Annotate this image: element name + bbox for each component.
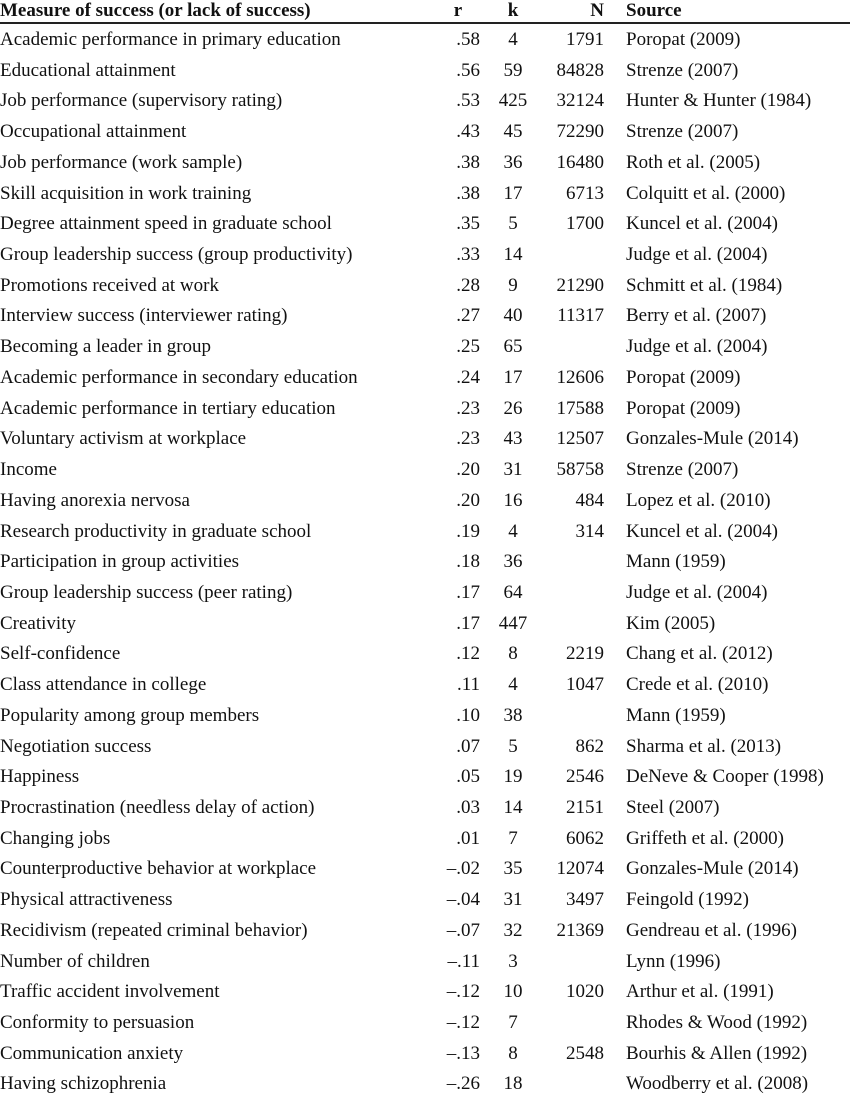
cell-k: 10 xyxy=(503,981,523,1003)
cell-measure: Recidivism (repeated criminal behavior) xyxy=(0,919,308,941)
cell-source: Woodberry et al. (2008) xyxy=(626,1073,809,1095)
table-row xyxy=(0,766,850,796)
cell-measure: Academic performance in tertiary education xyxy=(0,397,336,419)
cell-n: 2219 xyxy=(566,643,604,665)
cell-r: .28 xyxy=(456,274,480,296)
cell-k: 17 xyxy=(503,182,523,204)
cell-k: 14 xyxy=(503,244,523,266)
cell-k: 7 xyxy=(508,1012,518,1034)
cell-k: 8 xyxy=(508,643,518,665)
table-row xyxy=(0,736,850,766)
table-row xyxy=(0,275,850,305)
cell-n: 21290 xyxy=(556,274,604,296)
cell-source: Colquitt et al. (2000) xyxy=(626,182,786,204)
cell-source: Gonzales-Mule (2014) xyxy=(626,858,799,880)
cell-k: 17 xyxy=(503,366,523,388)
cell-source: Arthur et al. (1991) xyxy=(626,981,774,1003)
cell-k: 31 xyxy=(503,459,523,481)
cell-measure: Income xyxy=(0,459,57,481)
cell-source: DeNeve & Cooper (1998) xyxy=(626,766,824,788)
cell-r: .01 xyxy=(456,827,480,849)
cell-measure: Communication anxiety xyxy=(0,1042,184,1064)
cell-n: 1700 xyxy=(566,213,604,235)
cell-n: 11317 xyxy=(557,305,604,327)
table-row xyxy=(0,490,850,520)
table-row xyxy=(0,367,850,397)
cell-k: 4 xyxy=(508,674,518,696)
cell-source: Poropat (2009) xyxy=(626,397,741,419)
cell-source: Berry et al. (2007) xyxy=(626,305,767,327)
table-row xyxy=(0,674,850,704)
cell-r: –.11 xyxy=(447,950,480,972)
cell-n: 1047 xyxy=(566,674,604,696)
cell-k: 14 xyxy=(503,797,523,818)
cell-r: .11 xyxy=(456,674,480,696)
cell-measure: Participation in group activities xyxy=(0,551,240,573)
cell-r: .05 xyxy=(456,766,480,788)
cell-r: –.12 xyxy=(446,981,480,1003)
cell-k: 35 xyxy=(503,858,523,880)
cell-source: Griffeth et al. (2000) xyxy=(626,827,784,849)
table-row xyxy=(0,551,850,581)
cell-measure: Job performance (supervisory rating) xyxy=(0,90,283,112)
cell-source: Crede et al. (2010) xyxy=(626,674,769,696)
cell-r: .53 xyxy=(456,90,480,112)
cell-n: 862 xyxy=(575,735,604,757)
cell-r: –.12 xyxy=(446,1012,480,1034)
table-row xyxy=(0,398,850,428)
cell-k: 26 xyxy=(503,397,523,419)
cell-k: 31 xyxy=(503,889,523,911)
cell-r: .25 xyxy=(456,336,480,358)
cell-r: –.07 xyxy=(446,919,480,941)
cell-n: 6062 xyxy=(566,827,604,849)
cell-measure: Counterproductive behavior at workplace xyxy=(0,858,317,880)
cell-n: 2548 xyxy=(566,1042,604,1064)
table-row xyxy=(0,521,850,551)
cell-k: 8 xyxy=(508,1042,518,1064)
cell-r: .56 xyxy=(456,59,480,81)
table-row xyxy=(0,459,850,489)
cell-source: Lopez et al. (2010) xyxy=(626,489,771,511)
cell-k: 64 xyxy=(503,581,523,603)
cell-n: 72290 xyxy=(556,121,604,143)
cell-measure: Happiness xyxy=(0,766,80,788)
cell-r: .43 xyxy=(456,121,480,143)
cell-k: 19 xyxy=(503,766,523,788)
cell-r: .20 xyxy=(456,489,480,511)
cell-n: 2546 xyxy=(566,766,604,788)
cell-source: Judge et al. (2004) xyxy=(626,581,768,603)
table-row xyxy=(0,1012,850,1042)
cell-source: Mann (1959) xyxy=(626,704,726,726)
header-n: N xyxy=(590,0,604,21)
cell-n: 12606 xyxy=(556,366,604,388)
cell-n: 6713 xyxy=(566,182,604,204)
table-header xyxy=(0,0,850,22)
cell-measure: Having anorexia nervosa xyxy=(0,489,190,511)
cell-source: Gonzales-Mule (2014) xyxy=(626,428,799,450)
cell-k: 4 xyxy=(508,520,518,542)
cell-measure: Degree attainment speed in graduate school xyxy=(0,213,332,235)
cell-source: Roth et al. (2005) xyxy=(626,151,761,173)
table-row xyxy=(0,183,850,213)
cell-n: 1791 xyxy=(566,29,604,50)
table-row xyxy=(0,643,850,673)
cell-k: 36 xyxy=(503,551,523,573)
cell-measure: Interview success (interviewer rating) xyxy=(0,305,288,327)
cell-n: 16480 xyxy=(556,151,604,173)
cell-measure: Conformity to persuasion xyxy=(0,1012,195,1034)
cell-n: 17588 xyxy=(556,397,604,419)
cell-n: 32124 xyxy=(556,90,604,112)
cell-r: .24 xyxy=(456,366,480,388)
cell-k: 5 xyxy=(508,735,518,757)
cell-source: Hunter & Hunter (1984) xyxy=(626,90,812,112)
cell-r: .27 xyxy=(456,305,480,327)
cell-source: Steel (2007) xyxy=(626,797,720,818)
cell-k: 425 xyxy=(498,90,528,112)
cell-source: Bourhis & Allen (1992) xyxy=(626,1042,808,1064)
cell-measure: Changing jobs xyxy=(0,827,111,849)
table-row xyxy=(0,336,850,366)
cell-r: –.02 xyxy=(446,858,480,880)
cell-n: 12074 xyxy=(556,858,604,880)
cell-measure: Promotions received at work xyxy=(0,274,219,296)
cell-source: Feingold (1992) xyxy=(626,889,749,911)
cell-r: .35 xyxy=(456,213,480,235)
cell-measure: Job performance (work sample) xyxy=(0,151,243,173)
cell-source: Gendreau et al. (1996) xyxy=(626,919,797,941)
cell-k: 5 xyxy=(508,213,518,235)
table-row xyxy=(0,60,850,90)
table-row xyxy=(0,121,850,151)
cell-measure: Traffic accident involvement xyxy=(0,981,220,1003)
table-row xyxy=(0,90,850,120)
cell-r: .23 xyxy=(456,428,480,450)
cell-source: Kuncel et al. (2004) xyxy=(626,520,778,542)
cell-r: .17 xyxy=(456,581,480,603)
cell-measure: Research productivity in graduate school xyxy=(0,520,312,542)
cell-k: 38 xyxy=(503,704,523,726)
cell-k: 9 xyxy=(508,274,518,296)
cell-measure: Becoming a leader in group xyxy=(0,336,212,358)
cell-measure: Negotiation success xyxy=(0,735,152,757)
table-row xyxy=(0,889,850,919)
cell-n: 84828 xyxy=(556,59,604,81)
cell-r: .03 xyxy=(456,797,480,818)
cell-k: 18 xyxy=(503,1073,523,1095)
table-row xyxy=(0,213,850,243)
header-measure: Measure of success (or lack of success) xyxy=(0,0,311,21)
cell-r: –.26 xyxy=(446,1073,480,1095)
table-row xyxy=(0,613,850,643)
cell-source: Judge et al. (2004) xyxy=(626,336,768,358)
cell-source: Strenze (2007) xyxy=(626,59,739,81)
cell-r: .10 xyxy=(456,704,480,726)
cell-source: Kuncel et al. (2004) xyxy=(626,213,778,235)
table-row xyxy=(0,705,850,735)
cell-source: Chang et al. (2012) xyxy=(626,643,773,665)
cell-measure: Group leadership success (group productivity) xyxy=(0,244,353,266)
cell-k: 3 xyxy=(508,950,518,972)
table-row xyxy=(0,858,850,888)
cell-source: Poropat (2009) xyxy=(626,366,741,388)
cell-measure: Academic performance in primary education xyxy=(0,29,341,50)
cell-measure: Procrastination (needless delay of action) xyxy=(0,797,315,818)
cell-k: 36 xyxy=(503,151,523,173)
cell-measure: Number of children xyxy=(0,950,150,972)
cell-n: 12507 xyxy=(556,428,604,450)
cell-source: Mann (1959) xyxy=(626,551,726,573)
cell-measure: Group leadership success (peer rating) xyxy=(0,581,293,603)
cell-r: –.13 xyxy=(446,1042,480,1064)
header-k: k xyxy=(507,0,519,21)
cell-k: 32 xyxy=(503,919,523,941)
cell-k: 45 xyxy=(503,121,523,143)
table-row xyxy=(0,29,850,59)
header-r: r xyxy=(453,0,463,21)
cell-n: 2151 xyxy=(566,797,604,818)
cell-source: Rhodes & Wood (1992) xyxy=(626,1012,808,1034)
cell-measure: Skill acquisition in work training xyxy=(0,182,252,204)
cell-source: Kim (2005) xyxy=(626,612,716,634)
cell-r: .17 xyxy=(456,612,480,634)
table-row xyxy=(0,828,850,858)
table-row xyxy=(0,1073,850,1103)
table-row xyxy=(0,582,850,612)
cell-k: 40 xyxy=(503,305,523,327)
cell-measure: Occupational attainment xyxy=(0,121,187,143)
cell-r: .12 xyxy=(456,643,480,665)
cell-r: .38 xyxy=(456,151,480,173)
table-row xyxy=(0,797,850,827)
cell-k: 59 xyxy=(503,59,523,81)
cell-r: .23 xyxy=(456,397,480,419)
cell-source: Sharma et al. (2013) xyxy=(626,735,782,757)
cell-n: 21369 xyxy=(556,919,604,941)
cell-measure: Popularity among group members xyxy=(0,704,260,726)
table-row xyxy=(0,981,850,1011)
cell-source: Strenze (2007) xyxy=(626,121,739,143)
cell-k: 7 xyxy=(508,827,518,849)
cell-measure: Class attendance in college xyxy=(0,674,207,696)
table-row xyxy=(0,920,850,950)
cell-k: 65 xyxy=(503,336,523,358)
cell-measure: Voluntary activism at workplace xyxy=(0,428,247,450)
cell-r: –.04 xyxy=(446,889,480,911)
cell-n: 3497 xyxy=(566,889,604,911)
cell-measure: Creativity xyxy=(0,612,76,634)
cell-measure: Educational attainment xyxy=(0,59,176,81)
cell-measure: Having schizophrenia xyxy=(0,1073,167,1095)
cell-source: Schmitt et al. (1984) xyxy=(626,274,783,296)
table-row xyxy=(0,152,850,182)
table-row xyxy=(0,951,850,981)
cell-k: 43 xyxy=(503,428,523,450)
table-row xyxy=(0,1043,850,1073)
cell-source: Lynn (1996) xyxy=(626,950,721,972)
cell-source: Judge et al. (2004) xyxy=(626,244,768,266)
cell-r: .33 xyxy=(456,244,480,266)
cell-r: .18 xyxy=(456,551,480,573)
cell-n: 1020 xyxy=(566,981,604,1003)
header-source: Source xyxy=(626,0,682,21)
cell-k: 4 xyxy=(508,29,518,50)
cell-n: 484 xyxy=(575,489,604,511)
table-row xyxy=(0,428,850,458)
cell-k: 16 xyxy=(503,489,523,511)
cell-measure: Academic performance in secondary education xyxy=(0,366,358,388)
table-row xyxy=(0,244,850,274)
cell-measure: Self-confidence xyxy=(0,643,121,665)
cell-n: 314 xyxy=(575,520,604,542)
cell-n: 58758 xyxy=(556,459,604,481)
cell-r: .38 xyxy=(456,182,480,204)
cell-source: Poropat (2009) xyxy=(626,29,741,50)
cell-r: .07 xyxy=(456,735,480,757)
table-row xyxy=(0,305,850,335)
header-rule xyxy=(0,22,850,24)
cell-r: .19 xyxy=(456,520,480,542)
cell-r: .58 xyxy=(456,29,480,50)
cell-measure: Physical attractiveness xyxy=(0,889,173,911)
cell-source: Strenze (2007) xyxy=(626,459,739,481)
cell-k: 447 xyxy=(498,612,528,634)
cell-r: .20 xyxy=(456,459,480,481)
